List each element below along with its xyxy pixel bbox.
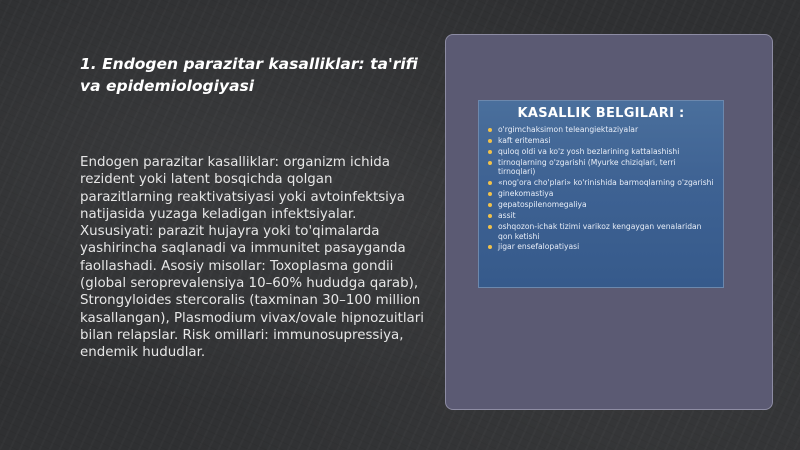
symptoms-heading: KASALLIK BELGILARI : (517, 106, 685, 121)
bullet-icon (488, 128, 492, 132)
symptom-item (487, 200, 715, 210)
symptom-item (487, 147, 715, 157)
symptom-text: tirnoqlarning o'zgarishi (Myurke chiziqlari, terri tirnoqlari) (498, 157, 676, 177)
bullet-icon (488, 225, 492, 229)
symptom-text: quloq oldi va ko'z yosh bezlarining kattalashishi (498, 146, 680, 156)
bullet-icon (488, 203, 492, 207)
symptom-item (487, 158, 715, 177)
bullet-icon (488, 150, 492, 154)
bullet-icon (488, 139, 492, 143)
symptoms-list (487, 125, 715, 252)
symptom-item (487, 125, 715, 135)
bullet-icon (488, 214, 492, 218)
symptom-text: ginekomastiya (498, 189, 554, 199)
symptom-text: jigar ensefalopatiyasi (498, 242, 580, 252)
symptom-item (487, 178, 715, 188)
symptom-item (487, 242, 715, 252)
symptom-text: gepatospilenomegaliya (498, 200, 587, 210)
symptom-text: «nog'ora cho'plari» ko'rinishida barmoqlarning o'zgarishi (498, 178, 714, 188)
bullet-icon (488, 161, 492, 165)
symptom-item (487, 189, 715, 199)
symptom-text: oshqozon-ichak tizimi varikoz kengaygan venalaridan qon ketishi (498, 221, 702, 241)
bullet-icon (488, 181, 492, 185)
bullet-icon (488, 245, 492, 249)
symptom-text: o'rgimchaksimon teleangiektaziyalar (498, 125, 639, 134)
symptom-text: kaft eritemasi (498, 135, 551, 145)
symptom-item (487, 136, 715, 146)
bullet-icon (488, 192, 492, 196)
symptom-item (487, 211, 715, 221)
symptoms-inset-image (478, 100, 724, 288)
symptom-item (487, 222, 715, 241)
slide-body-text: Endogen parazitar kasalliklar: organizm ichida rezident yoki latent bosqichda qolgan parazitlarning reaktivatsiyasi yoki avtoinfektsiya natijasida yuzaga keladigan infektsiyalar. Xususiyati: parazit hujayra yoki to'qimalarda yashirincha saqlanadi va immunitet pasayganda faollashadi. Asosiy misollar: Toxoplasma gondii (global seroprevalensiya 10–60% hududga qarab), Strongyloides stercoralis (taxminan 30–100 million kasallangan), Plasmodium vivax/ovale hipnozuitlari bilan relapslar. Risk omillari: immunosupressiya, endemik hududlar. (80, 155, 424, 361)
symptom-text: assit (498, 210, 516, 220)
image-frame (445, 34, 773, 410)
slide-title: 1. Endogen parazitar kasalliklar: ta'rifi va epidemiologiyasi (80, 55, 418, 95)
